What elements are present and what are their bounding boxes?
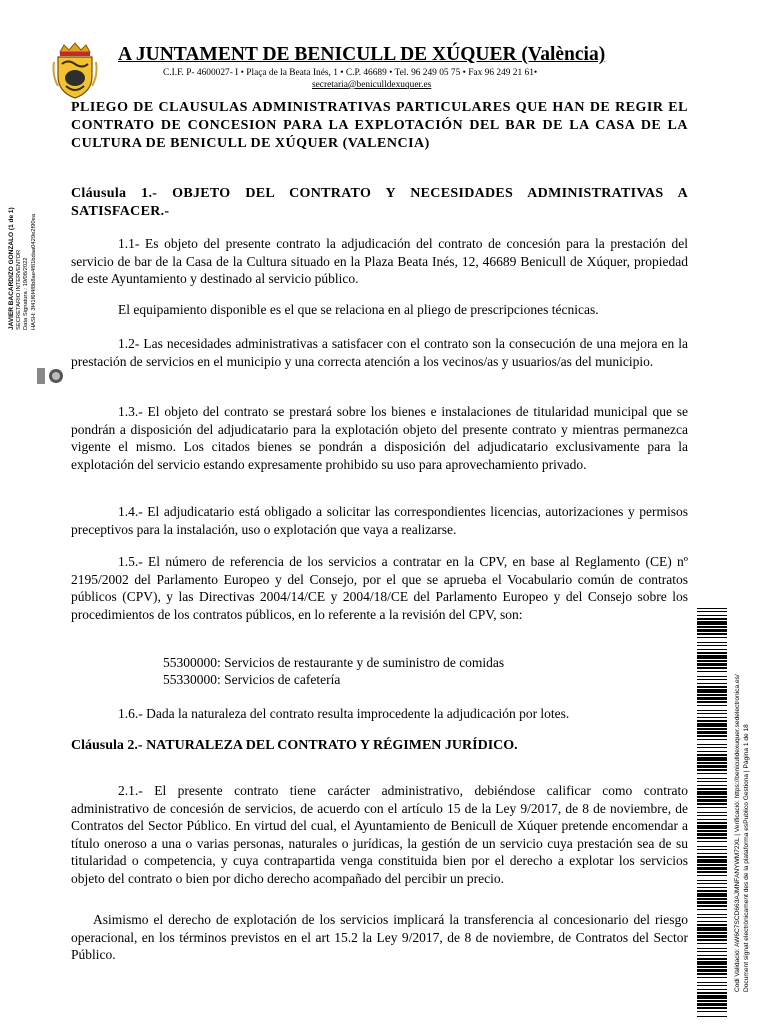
paragraph-equipment: El equipamiento disponible es el que se relaciona en al pliego de prescripciones técnicas.: [118, 302, 599, 317]
paragraph-2-2: Asimismo el derecho de explotación de los servicios implicará la transferencia al concesionario del riesgo operacional, en los términos previstos en el art 15.2 la Ley 9/2017, de 8 de noviembre, de Contratos del Sector Público.: [71, 912, 688, 962]
signature-seal-icon: [36, 366, 64, 386]
signature-hash: HASH: 3f41f6f4f8b8ae4f81bdaa0429e2f90ea: [30, 213, 37, 330]
signature-date: Data Signatura : 19/08/2022: [23, 257, 29, 330]
clausula-1-heading: Cláusula 1.- OBJETO DEL CONTRATO Y NECESIDADES ADMINISTRATIVAS A SATISFACER.-: [71, 186, 688, 219]
paragraph-1-3: 1.3.- El objeto del contrato se prestará sobre los bienes e instalaciones de titularidad municipal que se pondrán a disposición del adjudicatario para la explotación objeto del presente contrato y mientras permanezca vigente el mismo. Los citados bienes se pondrán a disposición del adjudicatario exclusivamente para la explotación del servicio estando expresamente prohibido su uso para aprovechamiento privado.: [71, 404, 688, 472]
paragraph-1-1: 1.1- Es objeto del presente contrato la adjudicación del contrato de concesión para la prestación del servicio de bar de la Casa de la Cultura situado en la Plaza Beata Inés, 12, 46689 Benicull de Xúquer, propiedad de este Ayuntamiento y destinado al servicio público.: [71, 236, 688, 286]
letterhead-title: A JUNTAMENT DE BENICULL DE XÚQUER (València): [118, 44, 606, 65]
letterhead-contact: C.I.F. P- 4600027- I • Plaça de la Beata Inés, 1 • C.P. 46689 • Tel. 96 249 05 75 • Fax 96 249 21 61•: [163, 68, 538, 78]
signature-stamp: [8, 0, 64, 330]
letterhead-email: secretaria@beniculldexuquer.es: [312, 80, 432, 90]
signer-name: JAVIER BACARDIZO GONZALO (1 de 1): [8, 207, 15, 330]
document-title: PLIEGO DE CLAUSULAS ADMINISTRATIVAS PARTICULARES QUE HAN DE REGIR EL CONTRATO DE CONCESION PARA LA EXPLOTACIÓN DEL BAR DE LA CASA DE LA CULTURA DE BENICULL DE XÚQUER (VALENCIA): [71, 100, 688, 151]
paragraph-2-1: 2.1.- El presente contrato tiene carácter administrativo, debiéndose calificar como contrato administrativo de concesión de servicios, de acuerdo con el artículo 15 de la Ley 9/2017, de 8 de noviembre, de Contratos del Sector Público. En virtud del cual, el Ayuntamiento de Benicull de Xúquer pretende encomendar a título oneroso a una o varias personas, naturales o jurídicas, la gestión de un servicio cuya prestación sea de su titularidad o competencia, y cuya contrapartida venga constituida bien por el derecho a explotar los servicios objeto del contrato o bien por dicho derecho acompañado del percibir un precio.: [71, 783, 688, 886]
cpv-code-cafeteria: 55330000: Servicios de cafetería: [163, 672, 341, 687]
verification-platform: Document signat electrònicament des de la plataforma esPublico Gestiona | Pàgina 1 de 18: [743, 724, 750, 992]
paragraph-1-2: 1.2- Las necesidades administrativas a satisfacer con el contrato son la consecución de una mejora en la prestación de servicios en el municipio y una correcta atención a los vecinos/as y usuarios/as del municipio.: [71, 336, 688, 369]
paragraph-1-5: 1.5.- El número de referencia de los servicios a contratar en la CPV, en base al Reglamento (CE) nº 2195/2002 del Parlamento Europeo y del Consejo, por el que se aprueba el Vocabulario común de contratos públicos (CPV), y las Directivas 2004/14/CE y 2004/18/CE del Parlamento Europeo y del Consejo sobre los procedimientos de los contratos públicos, en lo referente a la revisión del CPV, son:: [71, 554, 688, 622]
cpv-code-restaurant: 55300000: Servicios de restaurante y de suministro de comidas: [163, 655, 505, 670]
clausula-2-heading: Cláusula 2.- NATURALEZA DEL CONTRATO Y RÉGIMEN JURÍDICO.: [71, 738, 518, 753]
verification-barcode-icon: [697, 608, 727, 1018]
verification-code[interactable]: Codi Validació: AW6C7SCD663AJMNFANYWM72XL | Verificació: https://beniculldexuquer.sedelectronica.es/: [734, 674, 741, 992]
electronic-verification: [733, 592, 751, 992]
paragraph-1-4: 1.4.- El adjudicatario está obligado a solicitar las correspondientes licencias, autorizaciones y permisos preceptivos para la instalación, uso o explotación que vaya a realizarse.: [71, 504, 688, 537]
paragraph-1-6: 1.6.- Dada la naturaleza del contrato resulta improcedente la adjudicación por lotes.: [118, 706, 570, 721]
signer-role: SECRETARIO INTERVENTOR: [15, 249, 22, 330]
